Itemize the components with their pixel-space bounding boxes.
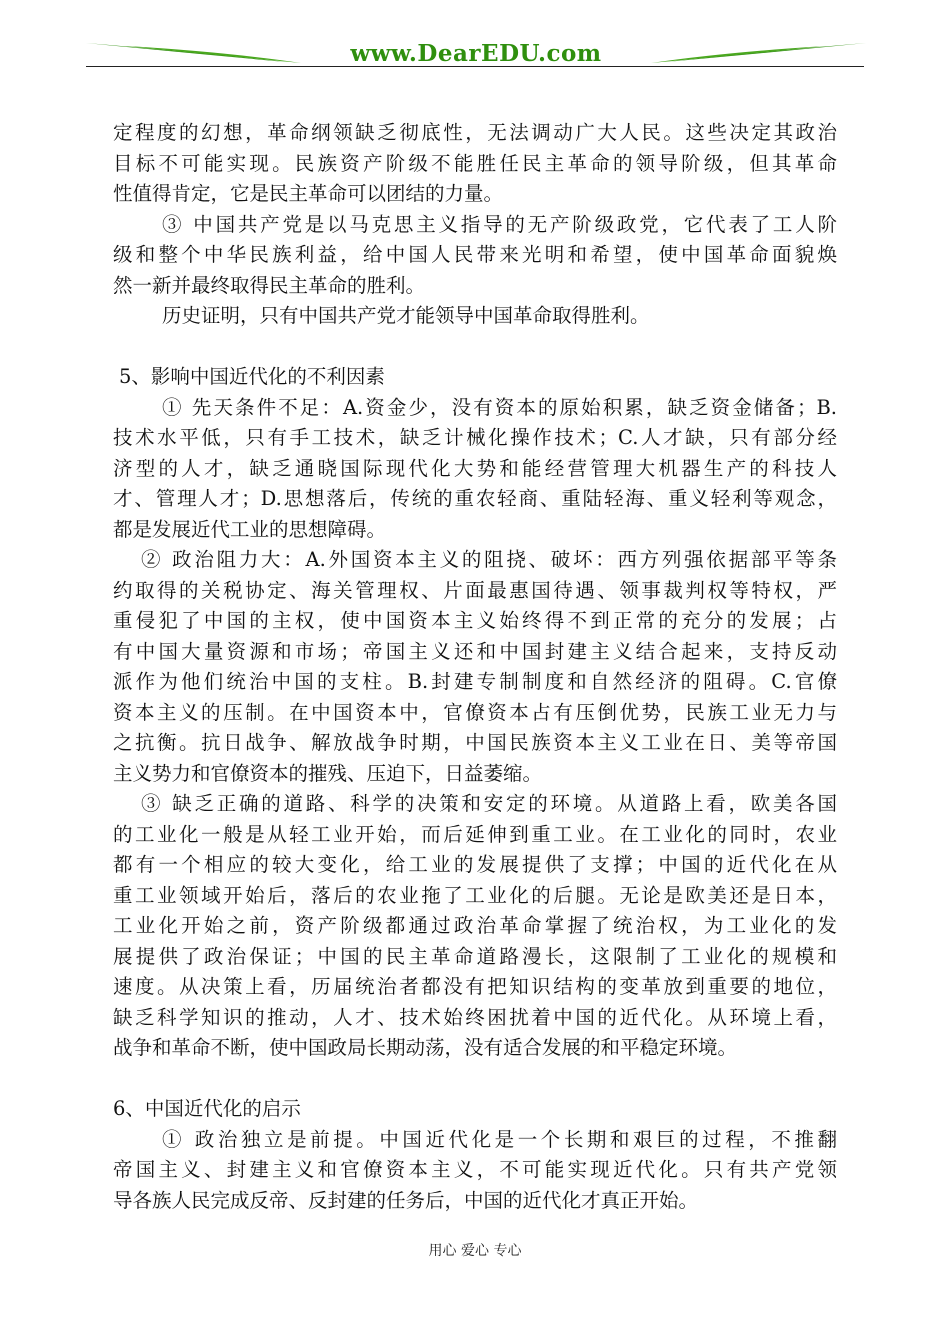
paragraph-gap — [113, 332, 837, 363]
text-line: 重工业领域开始后，落后的农业拖了工业化的后腿。无论是欧美还是日本， — [113, 883, 837, 907]
text-line: 速度。从决策上看，历届统治者都没有把知识结构的变革放到重要的地位， — [113, 975, 837, 998]
text-line: 之抗衡。抗日战争、解放战争时期，中国民族资本主义工业在日、美等帝国 — [113, 731, 837, 754]
header-divider — [86, 66, 864, 67]
text-line: ③ 缺乏正确的道路、科学的决策和安定的环境。从道路上看，欧美各国 — [141, 792, 837, 815]
text-line: 定程度的幻想，革命纲领缺乏彻底性，无法调动广大人民。这些决定其政治 — [113, 121, 837, 144]
text-line: 缺乏科学知识的推动，人才、技术始终困扰着中国的近代化。从环境上看， — [113, 1005, 837, 1029]
site-header — [86, 34, 866, 74]
section-heading-5: 5、影响中国近代化的不利因素 — [119, 365, 385, 388]
text-line: 战争和革命不断，使中国政局长期动荡，没有适合发展的和平稳定环境。 — [113, 1036, 738, 1059]
text-line: 性值得肯定，它是民主革命可以团结的力量。 — [113, 182, 504, 205]
text-line: 的工业化一般是从轻工业开始，而后延伸到重工业。在工业化的同时，农业 — [113, 822, 837, 846]
text-line: 帝国主义、封建主义和官僚资本主义，不可能实现近代化。只有共产党领 — [113, 1158, 837, 1181]
text-line: ③ 中国共产党是以马克思主义指导的无产阶级政党，它代表了工人阶 — [162, 212, 837, 236]
text-line: 才、管理人才；D.思想落后，传统的重农轻商、重陆轻海、重义轻利等观念， — [113, 487, 837, 510]
text-line: 资本主义的压制。在中国资本中，官僚资本占有压倒优势，民族工业无力与 — [113, 700, 837, 724]
text-line: 级和整个中华民族利益，给中国人民带来光明和希望，使中国革命面貌焕 — [113, 243, 837, 266]
document-body — [113, 118, 837, 1216]
text-line: 主义势力和官僚资本的摧残、压迫下，日益萎缩。 — [113, 761, 543, 785]
page-footer: 用心 爱心 专心 — [428, 1243, 522, 1259]
section-heading-6: 6、中国近代化的启示 — [113, 1097, 301, 1120]
text-line: 重侵犯了中国的主权，使中国资本主义始终得不到正常的充分的发展；占 — [113, 609, 837, 632]
text-line: 济型的人才，缺乏通晓国际现代化大势和能经营管理大机器生产的科技人 — [113, 456, 837, 480]
text-line: 然一新并最终取得民主革命的胜利。 — [113, 273, 426, 297]
text-line: 展提供了政治保证；中国的民主革命道路漫长，这限制了工业化的规模和 — [113, 944, 837, 968]
text-line: ① 先天条件不足：A.资金少，没有资本的原始积累，缺乏资金储备；B. — [162, 395, 837, 419]
text-line: 历史证明，只有中国共产党才能领导中国革命取得胜利。 — [162, 304, 650, 327]
text-line: 都有一个相应的较大变化，给工业的发展提供了支撑；中国的近代化在从 — [113, 853, 837, 876]
text-line: 导各族人民完成反帝、反封建的任务后，中国的近代化才真正开始。 — [113, 1188, 699, 1212]
text-line: 目标不可能实现。民族资产阶级不能胜任民主革命的领导阶级，但其革命 — [113, 151, 837, 175]
text-line: ② 政治阻力大：A.外国资本主义的阻挠、破坏：西方列强依据部平等条 — [141, 548, 837, 571]
text-line: 工业化开始之前，资产阶级都通过政治革命掌握了统治权，为工业化的发 — [113, 914, 837, 937]
text-line: 派作为他们统治中国的支柱。B.封建专制制度和自然经济的阻碍。C.官僚 — [113, 670, 837, 693]
text-line: ① 政治独立是前提。中国近代化是一个长期和艰巨的过程，不推翻 — [162, 1127, 837, 1151]
text-line: 技术水平低，只有手工技术，缺乏计械化操作技术；C.人才缺，只有部分经 — [113, 426, 837, 449]
text-line: 有中国大量资源和市场；帝国主义还和中国封建主义结合起来，支持反动 — [113, 639, 837, 663]
text-line: 都是发展近代工业的思想障碍。 — [113, 517, 387, 541]
paragraph-gap — [113, 1064, 837, 1095]
site-url-logo: www.DearEDU.com — [350, 40, 602, 67]
text-line: 约取得的关税协定、海关管理权、片面最惠国待遇、领事裁判权等特权，严 — [113, 578, 837, 602]
